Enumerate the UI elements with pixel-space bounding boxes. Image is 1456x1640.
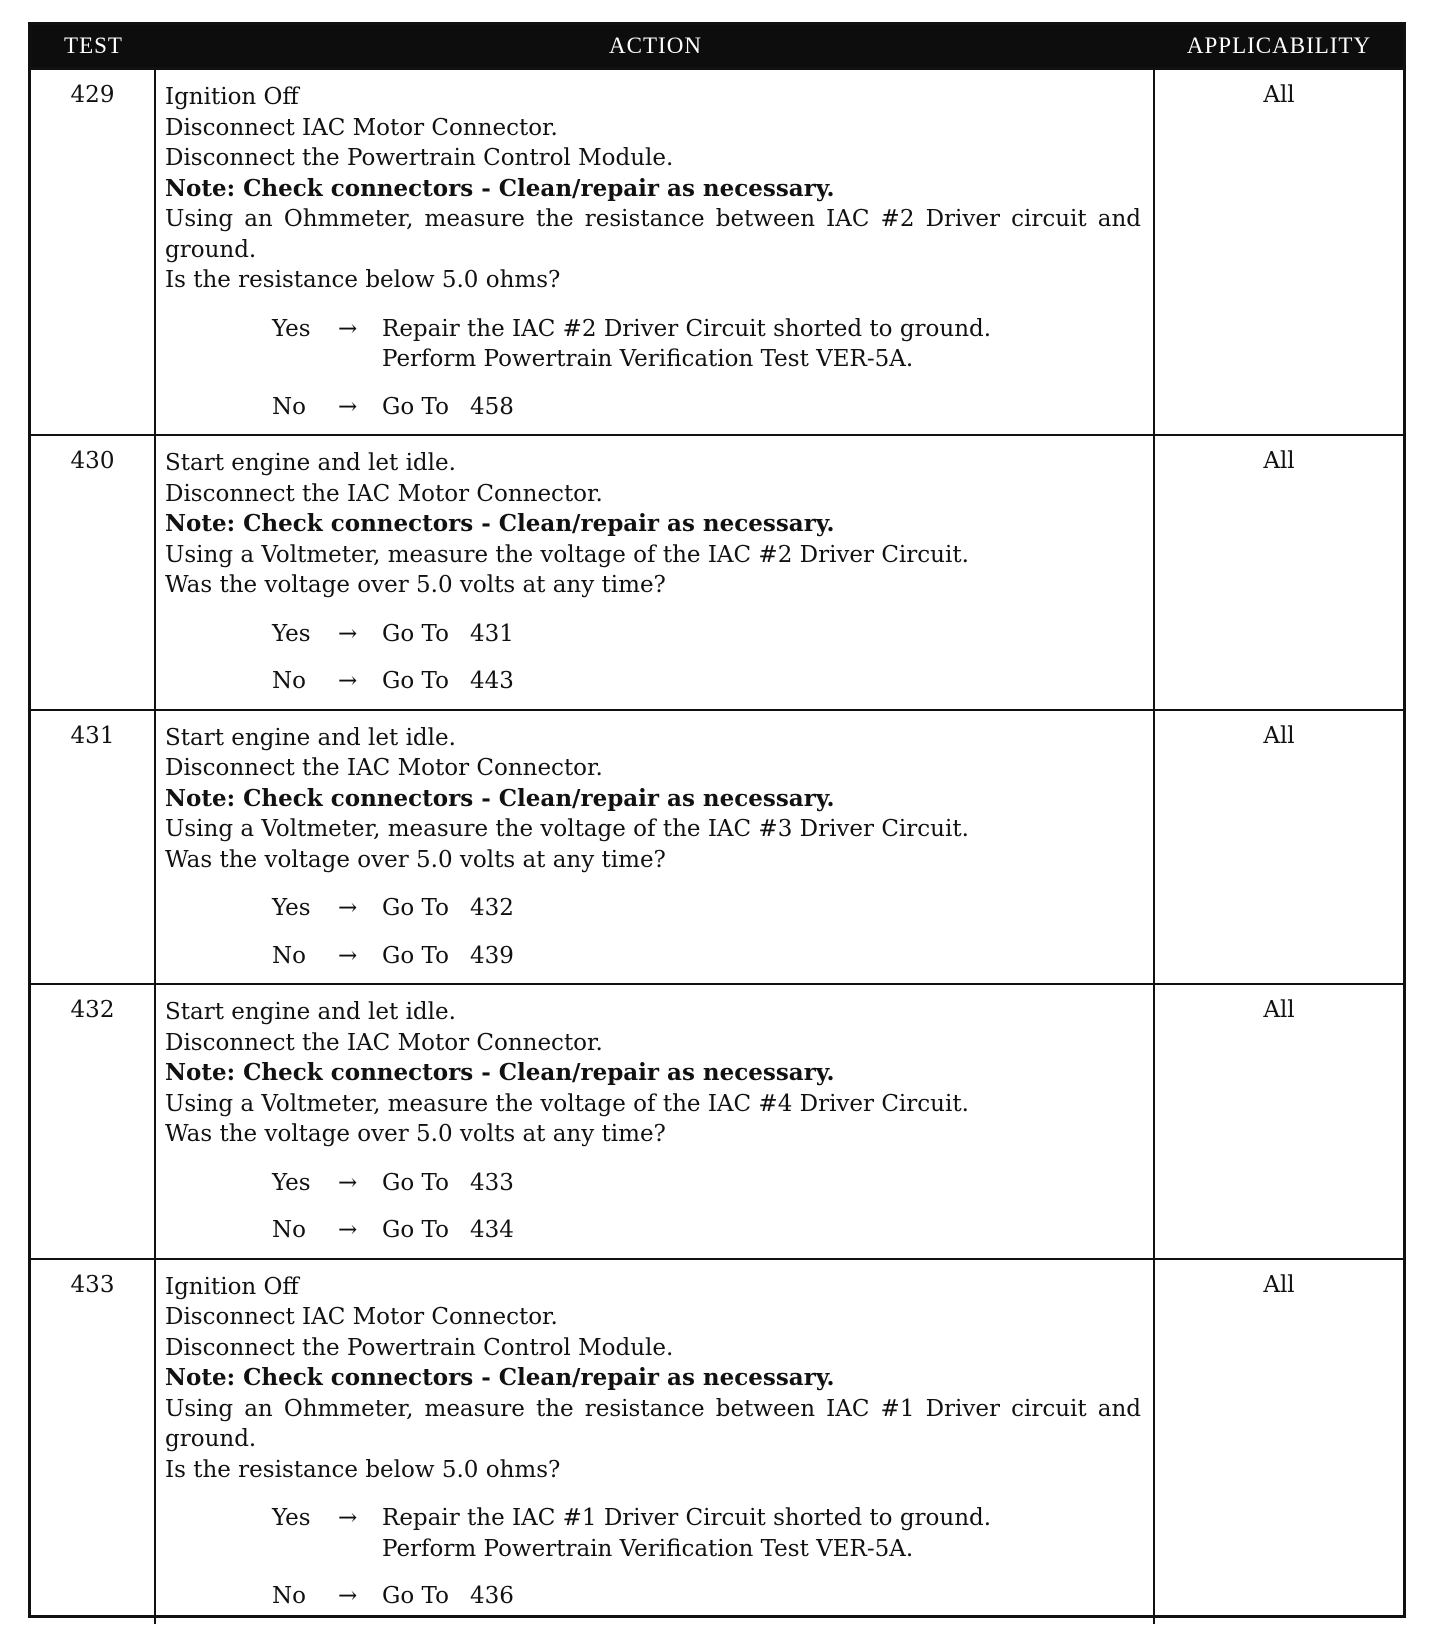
action-step: Using a Voltmeter, measure the voltage of the IAC #3 Driver Circuit. [165,816,969,842]
outcome-no [272,941,1141,972]
test-number: 432 [31,985,156,1258]
action-step: Ignition Off [165,84,299,110]
goto-label: Go To [382,1583,449,1609]
arrow-right-icon: → [338,620,358,647]
action-step: Disconnect IAC Motor Connector. [165,1304,558,1330]
applicability-value: All [1263,448,1295,474]
action-cell [156,1260,1155,1624]
goto-reference [382,893,1141,924]
goto-target-test[interactable]: 439 [470,942,514,969]
test-number: 429 [31,70,156,434]
action-note: Note: Check connectors - Clean/repair as necessary. [165,784,835,812]
arrow-right-icon: → [338,942,358,969]
test-number: 431 [31,711,156,984]
outcome-no [272,666,1141,697]
outcome-instruction-line: Perform Powertrain Verification Test VER-5A. [382,346,914,372]
header-test: TEST [64,33,123,58]
applicability-value: All [1263,1271,1295,1298]
arrow-right-icon: → [338,1217,358,1243]
goto-target-test[interactable]: 434 [470,1217,514,1243]
arrow-right-icon: → [338,668,358,694]
goto-reference [382,1215,1141,1246]
outcome-no [272,1581,1141,1612]
goto-reference [382,392,1141,423]
outcome-label: No [272,668,306,694]
outcome-instruction-line: Perform Powertrain Verification Test VER-5A. [382,1535,914,1562]
action-step: Start engine and let idle. [165,450,456,476]
outcome-label: No [272,942,306,969]
action-step: Was the voltage over 5.0 volts at any time? [165,1121,666,1147]
diagnostic-test-table [28,22,1406,1618]
goto-reference [382,1168,1141,1199]
outcome-yes [272,619,1141,650]
outcome-label: Yes [272,315,311,342]
arrow-right-icon: → [338,895,358,921]
outcome-instruction-line: Repair the IAC #1 Driver Circuit shorted to ground. [382,1505,992,1531]
arrow-right-icon: → [338,315,358,342]
table-header [31,25,1403,70]
goto-target-test[interactable]: 433 [470,1169,514,1196]
action-step: Disconnect the IAC Motor Connector. [165,480,603,507]
action-step: Using an Ohmmeter, measure the resistance between IAC #1 Driver circuit and ground. [165,1395,1141,1452]
action-note: Note: Check connectors - Clean/repair as necessary. [165,1364,835,1391]
arrow-right-icon: → [338,1583,358,1609]
action-step: Was the voltage over 5.0 volts at any time? [165,572,666,598]
goto-label: Go To [382,1169,449,1196]
goto-reference [382,941,1141,972]
table-row [31,985,1403,1260]
arrow-right-icon: → [338,1169,358,1196]
action-cell [156,985,1155,1258]
goto-label: Go To [382,942,449,969]
action-note: Note: Check connectors - Clean/repair as necessary. [165,510,835,537]
outcome-no [272,392,1141,423]
arrow-right-icon: → [338,393,358,420]
outcome-label: Yes [272,895,311,921]
outcome-instruction-line: Repair the IAC #2 Driver Circuit shorted to ground. [382,315,992,342]
action-note: Note: Check connectors - Clean/repair as necessary. [165,1059,835,1086]
outcome-label: Yes [272,1169,311,1196]
applicability-value: All [1263,82,1295,108]
action-step: Start engine and let idle. [165,724,456,751]
outcome-list [165,314,1141,423]
outcome-list [165,1503,1141,1612]
outcome-yes [272,1503,1141,1564]
test-number: 433 [31,1260,156,1624]
action-step: Ignition Off [165,1273,299,1300]
action-step: Disconnect the IAC Motor Connector. [165,755,603,781]
table-body [31,70,1403,1624]
outcome-label: No [272,1583,306,1609]
outcome-no [272,1215,1141,1246]
outcome-label: No [272,393,306,420]
action-step: Using a Voltmeter, measure the voltage of the IAC #2 Driver Circuit. [165,541,969,568]
table-row [31,711,1403,986]
goto-label: Go To [382,393,449,420]
action-step: Using an Ohmmeter, measure the resistance between IAC #2 Driver circuit and ground. [165,206,1141,263]
outcome-instructions [382,1503,1141,1564]
action-step: Disconnect the Powertrain Control Module. [165,1334,674,1361]
action-step: Disconnect IAC Motor Connector. [165,114,558,141]
goto-target-test[interactable]: 443 [470,668,514,694]
table-row [31,1260,1403,1624]
goto-target-test[interactable]: 432 [470,895,514,921]
goto-target-test[interactable]: 436 [470,1583,514,1609]
outcome-yes [272,1168,1141,1199]
action-step: Is the resistance below 5.0 ohms? [165,267,561,293]
action-cell [156,70,1155,434]
action-cell [156,711,1155,984]
goto-label: Go To [382,620,449,647]
test-number: 430 [31,436,156,709]
action-step: Start engine and let idle. [165,999,456,1025]
table-row [31,436,1403,711]
outcome-list [165,619,1141,697]
action-step: Was the voltage over 5.0 volts at any time? [165,846,666,873]
outcome-instructions [382,314,1141,375]
outcome-label: Yes [272,620,311,647]
outcome-list [165,893,1141,971]
goto-reference [382,619,1141,650]
outcome-label: No [272,1217,306,1243]
action-step: Using a Voltmeter, measure the voltage of the IAC #4 Driver Circuit. [165,1090,969,1117]
goto-target-test[interactable]: 431 [470,620,514,647]
goto-label: Go To [382,895,449,921]
goto-label: Go To [382,1217,449,1243]
table-row [31,70,1403,436]
outcome-label: Yes [272,1505,311,1531]
header-action: ACTION [609,33,702,58]
header-applicability: APPLICABILITY [1186,33,1372,58]
outcome-list [165,1168,1141,1246]
goto-target-test[interactable]: 458 [470,393,514,420]
goto-reference [382,666,1141,697]
action-note: Note: Check connectors - Clean/repair as necessary. [165,174,835,202]
arrow-right-icon: → [338,1505,358,1531]
outcome-yes [272,893,1141,924]
goto-label: Go To [382,668,449,694]
action-step: Is the resistance below 5.0 ohms? [165,1456,561,1483]
action-step: Disconnect the IAC Motor Connector. [165,1029,603,1056]
action-step: Disconnect the Powertrain Control Module. [165,145,674,171]
action-cell [156,436,1155,709]
outcome-yes [272,314,1141,375]
applicability-value: All [1263,722,1295,749]
goto-reference [382,1581,1141,1612]
applicability-value: All [1263,997,1295,1023]
